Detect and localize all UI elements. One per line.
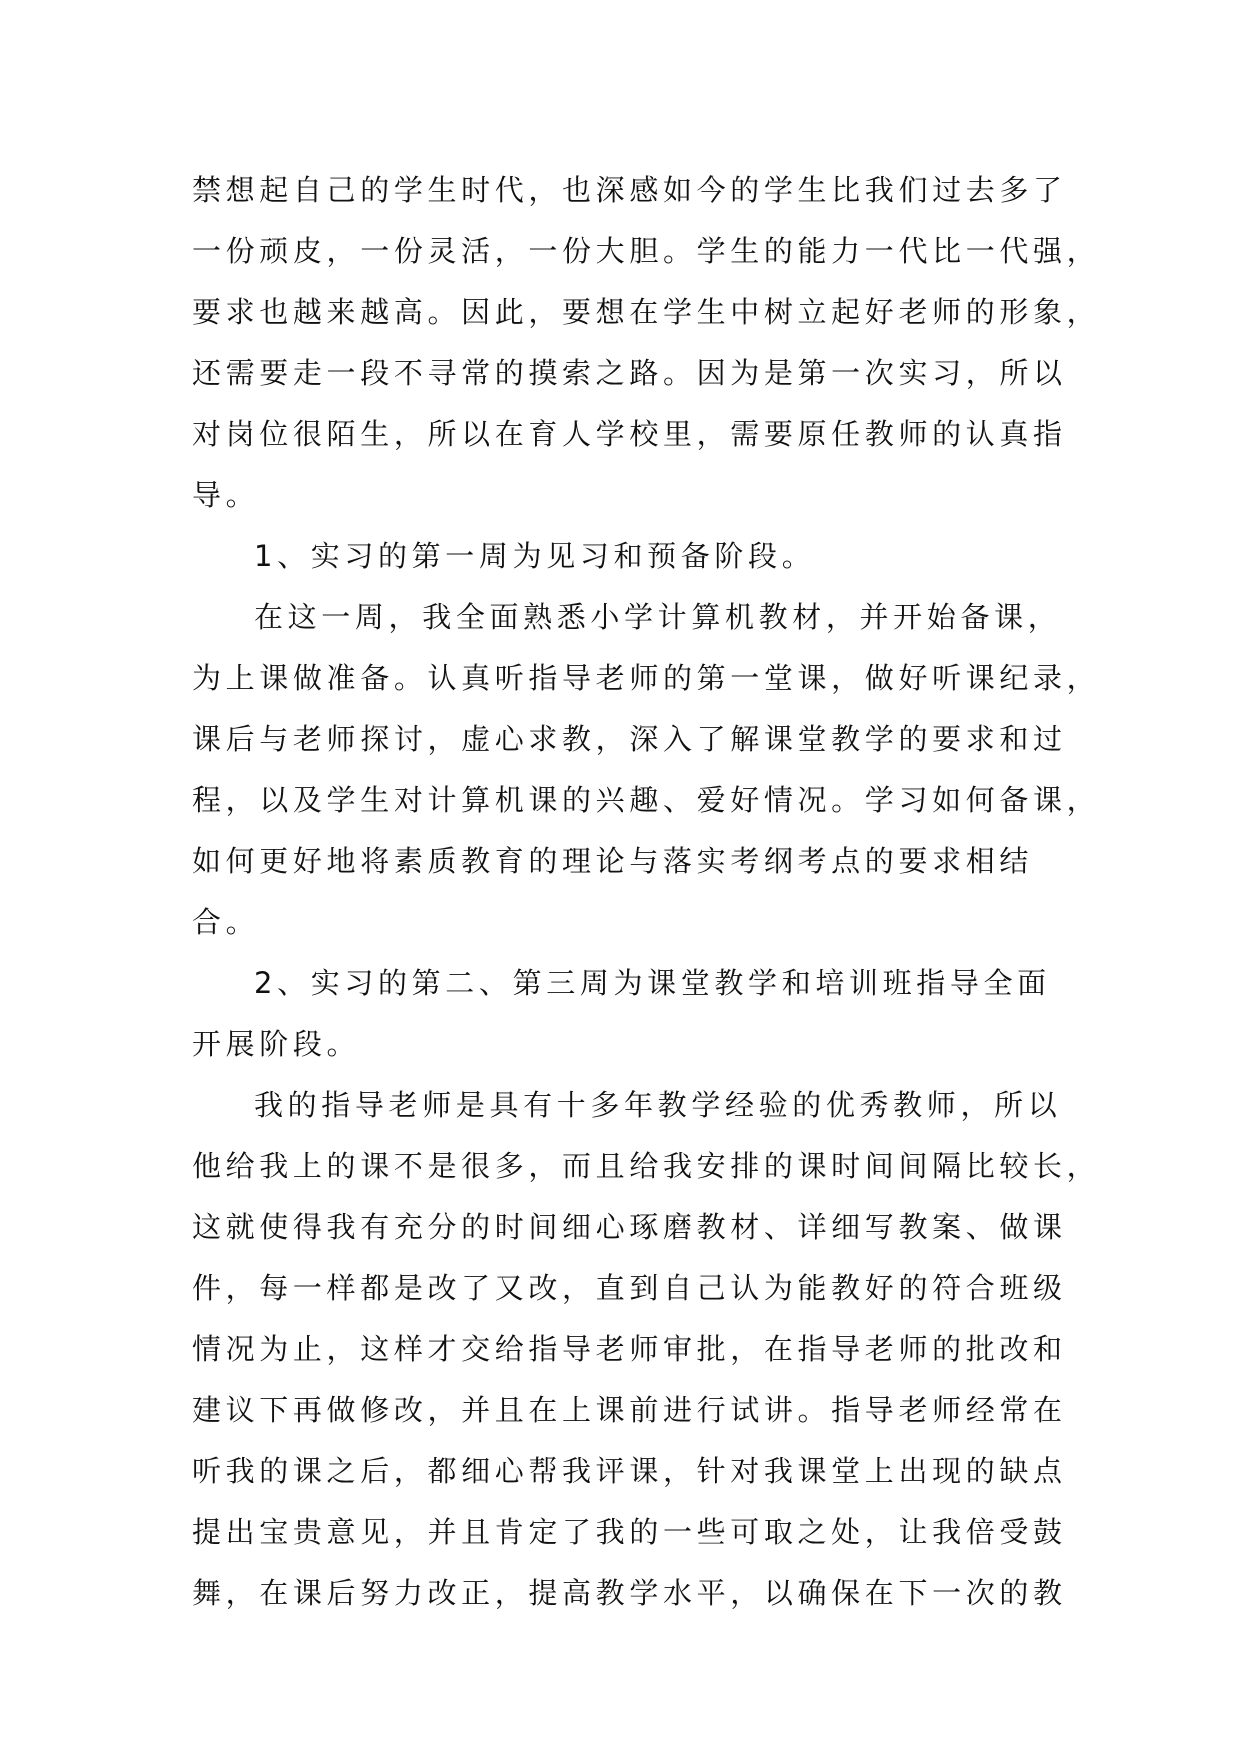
text-line: 提出宝贵意见，并且肯定了我的一些可取之处，让我倍受鼓 — [192, 1515, 1067, 1549]
text-line: 听我的课之后，都细心帮我评课，针对我课堂上出现的缺点 — [192, 1454, 1067, 1488]
text-line: 课后与老师探讨，虚心求教，深入了解课堂教学的要求和过 — [192, 722, 1067, 756]
text-line: 还需要走一段不寻常的摸索之路。因为是第一次实习，所以 — [192, 356, 1067, 390]
text-line: 舞，在课后努力改正，提高教学水平，以确保在下一次的教 — [192, 1576, 1067, 1610]
text-line: 建议下再做修改，并且在上课前进行试讲。指导老师经常在 — [192, 1393, 1067, 1427]
text-line: 导。 — [192, 478, 260, 512]
text-line: 这就使得我有充分的时间细心琢磨教材、详细写教案、做课 — [192, 1210, 1067, 1244]
section-heading: 1、实习的第一周为见习和预备阶段。 — [254, 539, 816, 573]
section-heading: 2、实习的第二、第三周为课堂教学和培训班指导全面 — [254, 966, 1051, 1000]
text-line: 在这一周，我全面熟悉小学计算机教材，并开始备课， — [254, 600, 1062, 634]
text-line: 对岗位很陌生，所以在育人学校里，需要原任教师的认真指 — [192, 417, 1067, 451]
text-line: 开展阶段。 — [192, 1027, 361, 1061]
text-line: 他给我上的课不是很多，而且给我安排的课时间间隔比较长， — [192, 1149, 1101, 1183]
text-line: 要求也越来越高。因此，要想在学生中树立起好老师的形象， — [192, 295, 1101, 329]
text-line: 为上课做准备。认真听指导老师的第一堂课，做好听课纪录， — [192, 661, 1101, 695]
text-line: 我的指导老师是具有十多年教学经验的优秀教师，所以 — [254, 1088, 1062, 1122]
body-text — [192, 160, 1101, 1624]
text-line: 程，以及学生对计算机课的兴趣、爱好情况。学习如何备课， — [192, 783, 1101, 817]
text-line: 如何更好地将素质教育的理论与落实考纲考点的要求相结 — [192, 844, 1034, 878]
text-line: 合。 — [192, 905, 260, 939]
text-line: 情况为止，这样才交给指导老师审批，在指导老师的批改和 — [192, 1332, 1067, 1366]
text-line: 件，每一样都是改了又改，直到自己认为能教好的符合班级 — [192, 1271, 1067, 1305]
text-line: 一份顽皮，一份灵活，一份大胆。学生的能力一代比一代强， — [192, 234, 1101, 268]
text-line: 禁想起自己的学生时代，也深感如今的学生比我们过去多了 — [192, 173, 1067, 207]
